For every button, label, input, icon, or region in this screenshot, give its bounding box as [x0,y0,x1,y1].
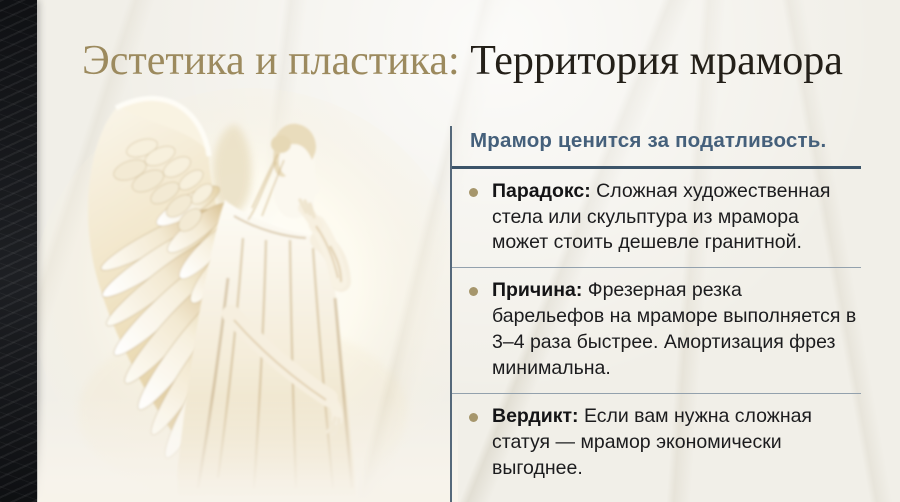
list-item-text [492,404,859,482]
list-item [452,268,861,394]
item-body: Фрезерная резка барельефов на мраморе выполняется в 3–4 раза быстрее. Амортизация фрез минимальна. [492,279,857,380]
info-panel [450,126,861,502]
list-item [452,394,861,493]
bullet-icon [469,188,478,197]
item-lead: Парадокс: [492,179,591,202]
item-lead: Вердикт: [492,405,579,428]
list-item-text [492,179,859,257]
slide-title [82,38,843,84]
title-accent: Эстетика и пластика: [82,38,460,84]
panel-header: Мрамор ценится за податливость. [470,129,827,152]
angel-statue-image [38,88,458,502]
title-main: Территория мрамора [459,38,843,84]
item-body: Если вам нужна сложная статуя — мрамор экономически выгоднее. [492,405,812,479]
list-item-text [492,278,859,382]
bullet-icon [469,413,478,422]
item-body: Сложная художественная стела или скульптура из мрамора может стоить дешевле гранитной. [492,179,831,254]
bullet-icon [469,287,478,296]
dark-stone-band [0,0,37,502]
list-item [452,169,861,269]
item-lead: Причина: [492,279,583,302]
